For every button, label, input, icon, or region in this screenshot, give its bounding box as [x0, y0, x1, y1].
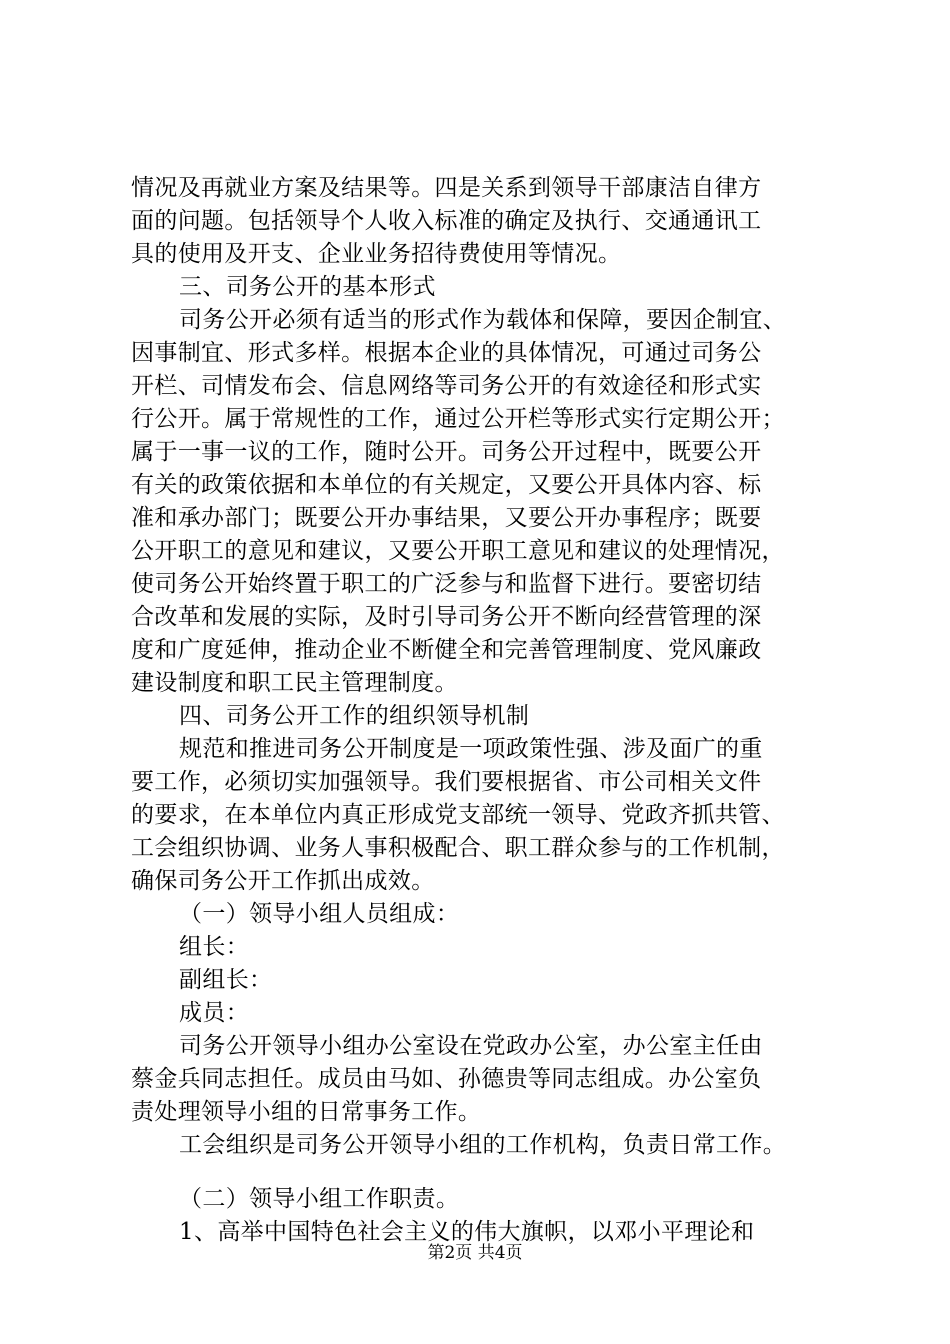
paragraph-line: 工会组织是司务公开领导小组的工作机构，负责日常工作。 — [179, 1132, 787, 1158]
subsection-heading: （一）领导小组人员组成： — [179, 901, 460, 927]
paragraph-line: 要工作，必须切实加强领导。我们要根据省、市公司相关文件 — [131, 769, 762, 795]
paragraph-line: 具的使用及开支、企业业务招待费使用等情况。 — [131, 241, 622, 267]
paragraph-line: 司务公开必须有适当的形式作为载体和保障，要因企制宜、 — [179, 307, 787, 333]
paragraph-line: 因事制宜、形式多样。根据本企业的具体情况，可通过司务公 — [131, 340, 762, 366]
members-line: 成员： — [179, 1000, 250, 1026]
paragraph-line: 规范和推进司务公开制度是一项政策性强、涉及面广的重 — [179, 736, 763, 762]
subsection-heading: （二）领导小组工作职责。 — [179, 1186, 460, 1212]
page-footer: 第2页 共4页 — [427, 1243, 523, 1263]
paragraph-line: 1、高举中国特色社会主义的伟大旗帜，以邓小平理论和 — [179, 1219, 755, 1245]
section-heading: 四、司务公开工作的组织领导机制 — [179, 703, 530, 729]
paragraph-line: 情况及再就业方案及结果等。四是关系到领导干部康洁自律方 — [131, 175, 762, 201]
paragraph-line: 责处理领导小组的日常事务工作。 — [131, 1099, 482, 1125]
paragraph-line: 公开职工的意见和建议，又要公开职工意见和建议的处理情况， — [131, 538, 785, 564]
paragraph-line: 确保司务公开工作抓出成效。 — [131, 868, 435, 894]
paragraph-line: 准和承办部门；既要公开办事结果，又要公开办事程序；既要 — [131, 505, 762, 531]
paragraph-line: 工会组织协调、业务人事积极配合、职工群众参与的工作机制， — [131, 835, 785, 861]
paragraph-line: 属于一事一议的工作，随时公开。司务公开过程中，既要公开 — [131, 439, 762, 465]
section-heading: 三、司务公开的基本形式 — [179, 274, 436, 300]
paragraph-line: 使司务公开始终置于职工的广泛参与和监督下进行。要密切结 — [131, 571, 762, 597]
paragraph-line: 面的问题。包括领导个人收入标准的确定及执行、交通通讯工 — [131, 208, 762, 234]
paragraph-line: 度和广度延伸，推动企业不断健全和完善管理制度、党风廉政 — [131, 637, 762, 663]
paragraph-line: 蔡金兵同志担任。成员由马如、孙德贵等同志组成。办公室负 — [131, 1066, 762, 1092]
paragraph-line: 建设制度和职工民主管理制度。 — [131, 670, 458, 696]
paragraph-line: 的要求，在本单位内真正形成党支部统一领导、党政齐抓共管、 — [131, 802, 785, 828]
paragraph-line: 有关的政策依据和本单位的有关规定，又要公开具体内容、标 — [131, 472, 762, 498]
paragraph-line: 行公开。属于常规性的工作，通过公开栏等形式实行定期公开； — [131, 406, 785, 432]
paragraph-line: 司务公开领导小组办公室设在党政办公室，办公室主任由 — [179, 1033, 763, 1059]
group-leader-line: 组长： — [179, 934, 250, 960]
paragraph-line: 合改革和发展的实际，及时引导司务公开不断向经营管理的深 — [131, 604, 762, 630]
paragraph-line: 开栏、司情发布会、信息网络等司务公开的有效途径和形式实 — [131, 373, 762, 399]
deputy-leader-line: 副组长： — [179, 967, 273, 993]
